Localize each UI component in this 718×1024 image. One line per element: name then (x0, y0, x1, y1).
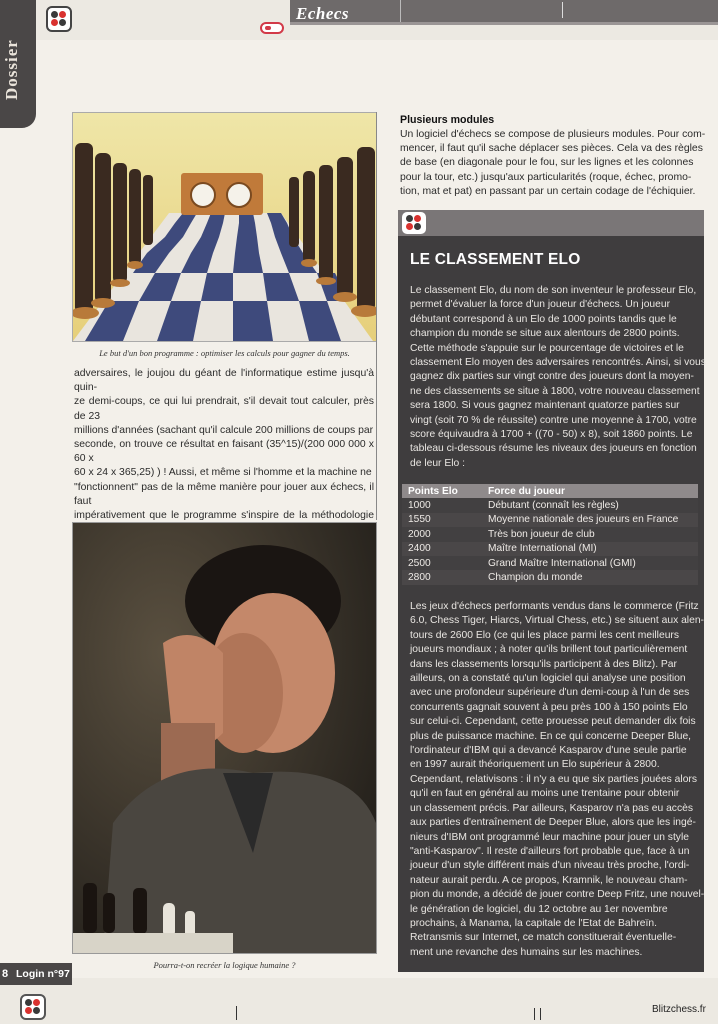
page-number: 8 (2, 968, 9, 980)
footer-tick (540, 1008, 541, 1020)
magazine-logo-icon (46, 6, 72, 32)
cell-points: 2400 (402, 542, 482, 556)
text-line: permet d'évaluer la force d'un joueur d'échecs. Un joueur (410, 299, 671, 311)
text-line: Les jeux d'échecs performants vendus dans le commerce (Fritz (410, 601, 699, 612)
column-rule (376, 112, 377, 520)
text-line: seconde, on trouve ce résultat en faisant (35^15)/(200 000 000 x 60 x (74, 439, 374, 465)
text-line: "fonctionnent" pas de la même manière pour jouer aux échecs, il faut (74, 481, 374, 507)
cell-points: 2500 (402, 556, 482, 570)
table-row (402, 542, 698, 556)
table-row (402, 556, 698, 570)
text-line: champion du monde se situe aux alentours de 2800 points. (410, 328, 680, 340)
text-line: aux parties d'entraînement de Deeper Blue, alors que les ingé- (410, 817, 696, 829)
text-line: avec une profondeur supérieure d'un demi-coup à l'un de ses (410, 687, 690, 699)
text-line: mencer, il faut qu'il sache déplacer ses pièces. Cela va des règles (400, 143, 703, 155)
elo-body-continued (410, 600, 706, 960)
text-line: Cette méthode s'appuie sur le pourcentage de victoires et le (410, 342, 684, 354)
text-line: de base (en diagonale pour le fou, sur les lignes et les colonnes (400, 157, 694, 169)
cell-points: 2800 (402, 570, 482, 584)
text-line: prochains, à Manama, la capitale de l'Etat de Bahreïn. (410, 917, 657, 929)
toggle-pill-icon (260, 22, 284, 34)
text-line: adversaires, le joujou du géant de l'informatique estime jusqu'à quin- (74, 368, 374, 394)
text-line: classement Elo moyen des adversaires rencontrés. Ainsi, si vous (410, 357, 706, 369)
section-title: Plusieurs modules (400, 114, 495, 126)
cell-force: Grand Maître International (GMI) (482, 556, 698, 570)
chessboard-photo (72, 112, 377, 342)
rubrique-underline (290, 22, 718, 25)
photo-caption: Pourra-t-on recréer la logique humaine ? (153, 960, 296, 970)
header-points: Points Elo (402, 484, 482, 498)
text-line: dans les classements lorsqu'ils participent à des Blitz). Par (410, 658, 677, 670)
table-row (402, 527, 698, 541)
text-line: pion du monde, a décidé de jouer contre Deep Fritz, une nouvel- (410, 889, 705, 901)
footer-tick (236, 1006, 237, 1020)
elo-box-title: LE CLASSEMENT ELO (410, 251, 581, 268)
text-line: joueurs mondiaux ; à noter qu'ils brillent tout particulièrement (410, 644, 688, 656)
cell-points: 1550 (402, 513, 482, 527)
modules-body (400, 128, 706, 199)
text-line: Le classement Elo, du nom de son inventeur le professeur Elo, (410, 285, 697, 296)
header-force: Force du joueur (482, 484, 698, 498)
text-line: un classement précis. Par ailleurs, Kasparov n'a pas eu accès (410, 802, 693, 814)
text-line: vingt (soit 70 % de réussite) contre une moyenne à 1700, votre (410, 414, 697, 426)
text-line: de leur Elo : (410, 457, 465, 469)
text-line: pour la tour, etc.) jusqu'aux particularités (roque, échec, promo- (400, 171, 692, 183)
cell-force: Très bon joueur de club (482, 527, 698, 541)
cell-force: Moyenne nationale des joueurs en France (482, 513, 698, 527)
elo-body (410, 284, 706, 471)
text-line: Cependant, relativisons : il n'y a eu que six parties jouées alors (410, 773, 698, 785)
magazine-issue: Login n°97 (16, 968, 70, 980)
footer-bar (0, 978, 718, 1024)
rubrique-band (290, 0, 718, 22)
text-line: nateur aurait perdu. A ce propos, Kramnik, le nouveau cham- (410, 874, 688, 886)
text-line: 60 x 24 x 365,25) ) ! Aussi, et même si l'homme et la machine ne (74, 467, 372, 479)
text-line: millions d'années (sachant qu'il calcule 200 millions de coups par (74, 424, 374, 436)
elo-table (402, 484, 698, 585)
text-line: score équivaudra à 1700 + ((70 - 50) x 8), soit 1860 points. Le (410, 429, 693, 441)
text-line: 6.0, Chess Tiger, Hiarcs, Virtual Chess, etc.) se situent aux alen- (410, 615, 704, 627)
table-row (402, 570, 698, 584)
cell-force: Champion du monde (482, 570, 698, 584)
text-line: joueur d'un style différent mais d'un niveau très proche, l'ordi- (410, 860, 690, 872)
text-line: en 1997 aurait théoriquement un Elo supérieur à 2800. (410, 759, 660, 771)
text-line: plus de puissance machine. En ce qui concerne Deeper Blue, (410, 730, 692, 742)
text-line: l'ordinateur d'IBM qui a devancé Kasparov d'une seule partie (410, 745, 687, 757)
photo-caption: Le but d'un bon programme : optimiser les calculs pour gagner du temps. (99, 348, 350, 358)
text-line: ne des classements se situe à 1800, votre nouveau classement (410, 385, 700, 397)
watermark: Blitzchess.fr (652, 1004, 706, 1015)
text-line: le génération de logiciel, du 12 octobre au 1er novembre (410, 903, 668, 915)
table-header-row (402, 484, 698, 498)
box-logo-icon (402, 212, 426, 234)
footer-tick (534, 1008, 535, 1020)
header-tick (562, 2, 563, 18)
text-line: qu'il en faut en général au moins une trentaine pour obtenir (410, 788, 680, 800)
text-line: sera 1800. Si vous gagnez maintenant quatorze parties sur (410, 400, 680, 412)
box-header-band (398, 210, 704, 236)
header-tick (400, 0, 401, 22)
rubrique-title: Echecs (296, 4, 350, 23)
player-photo (72, 522, 377, 954)
text-line: ment une revanche des humains sur les machines. (410, 946, 643, 958)
text-line: "anti-Kasparov". Il reste d'ailleurs fort probable que, face à un (410, 845, 690, 857)
text-line: ailleurs, on a constaté qu'un logiciel qui analyse une position (410, 673, 686, 685)
side-tab-label: Dossier (2, 39, 21, 101)
text-line: débutant correspond à un Elo de 1000 points tandis que le (410, 313, 677, 325)
cell-force: Maître International (MI) (482, 542, 698, 556)
cell-points: 1000 (402, 498, 482, 512)
footer-logo-icon (20, 994, 46, 1020)
text-line: concurrents gagnait souvent à peu près 100 à 150 points Elo (410, 701, 688, 713)
text-line: tion, mat et pat) en passant par un certain codage de l'échiquier. (400, 185, 696, 197)
table-row (402, 513, 698, 527)
text-line: gagnez dix parties sur vingt contre des joueurs dont la moyen- (410, 371, 694, 383)
text-line: Retransmis sur Internet, ce match constituerait éventuelle- (410, 932, 677, 944)
table-row (402, 498, 698, 512)
text-line: sur celui-ci. Cependant, cette prouesse peut demander dix fois (410, 716, 696, 728)
cell-points: 2000 (402, 527, 482, 541)
text-line: tableau ci-dessous résume les niveaux des joueurs en fonction (410, 443, 697, 455)
text-line: Un logiciel d'échecs se compose de plusieurs modules. Pour com- (400, 129, 706, 140)
text-line: tours de 2600 Elo (ce qui les place parmi les cent meilleurs (410, 629, 679, 641)
text-line: impérativement que le programme s'inspire de la méthodologie (74, 510, 374, 522)
cell-force: Débutant (connaît les règles) (482, 498, 698, 512)
text-line: ze demi-coups, ce qui lui prendrait, s'il devait tout calculer, près de 23 (74, 396, 374, 422)
text-line: nieurs d'IBM ont programmé leur machine pour jouer un style (410, 831, 689, 843)
